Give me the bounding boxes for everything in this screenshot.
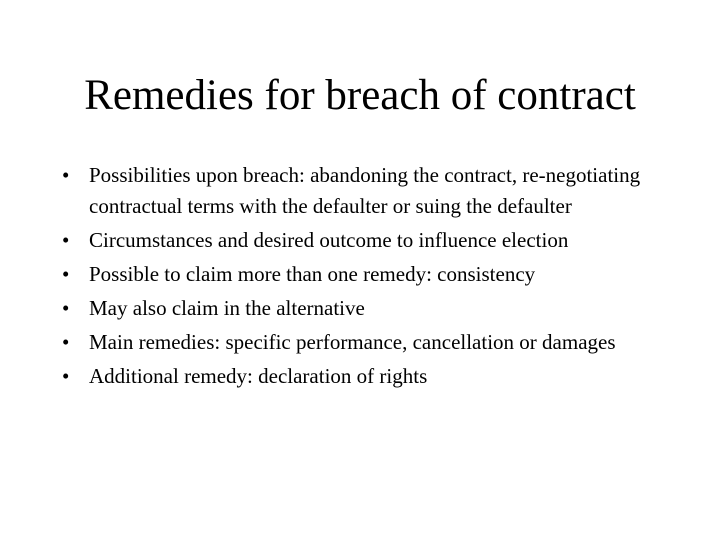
bullet-item bbox=[62, 259, 662, 290]
bullet-item bbox=[62, 327, 662, 358]
bullet-item bbox=[62, 293, 662, 324]
bullet-text: Circumstances and desired outcome to influence election bbox=[89, 228, 569, 252]
bullet-text: May also claim in the alternative bbox=[89, 296, 365, 320]
bullet-icon: • bbox=[62, 330, 70, 354]
bullet-text: Additional remedy: declaration of rights bbox=[89, 364, 428, 388]
bullet-icon: • bbox=[62, 262, 70, 286]
bullet-item bbox=[62, 225, 662, 256]
bullet-item bbox=[62, 160, 662, 222]
bullet-text: Main remedies: specific performance, cancellation or damages bbox=[89, 330, 616, 354]
bullet-item bbox=[62, 361, 662, 392]
bullet-text: Possible to claim more than one remedy: consistency bbox=[89, 262, 536, 286]
slide-title: Remedies for breach of contract bbox=[84, 72, 636, 119]
bullet-icon: • bbox=[62, 364, 70, 388]
bullet-icon: • bbox=[62, 163, 70, 187]
bullet-icon: • bbox=[62, 296, 70, 320]
bullet-icon: • bbox=[62, 228, 70, 252]
bullet-list bbox=[62, 160, 662, 395]
bullet-text: Possibilities upon breach: abandoning the contract, re-negotiating contractual terms with the defaulter or suing the defaulter bbox=[89, 163, 641, 218]
